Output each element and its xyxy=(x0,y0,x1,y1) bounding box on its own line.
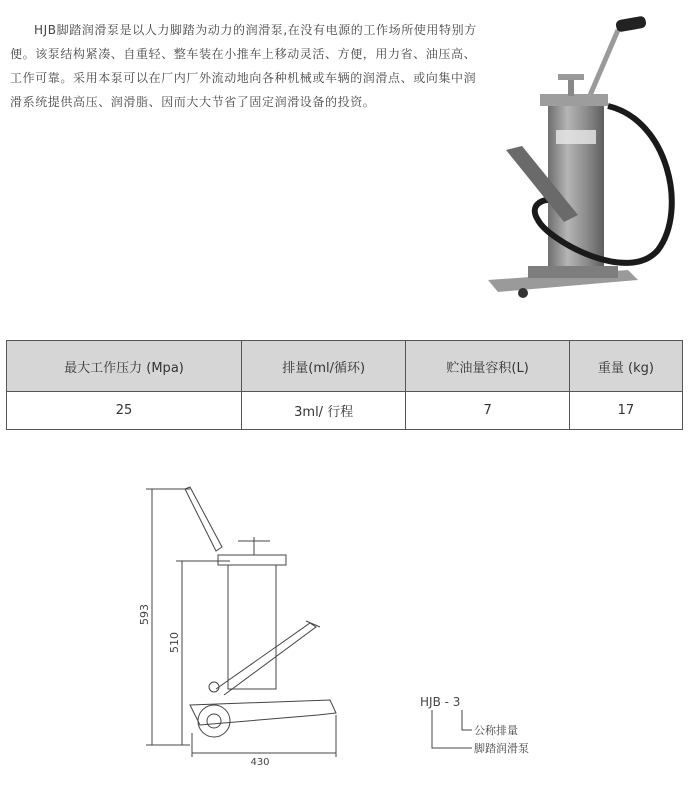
spec-header-row xyxy=(7,341,683,392)
drawing-cylinder xyxy=(228,565,276,689)
drawing-pedal xyxy=(216,623,316,695)
handle-grip xyxy=(615,15,647,32)
pump-photo xyxy=(468,10,690,310)
drawing-wheel xyxy=(198,705,230,737)
product-description xyxy=(10,18,480,114)
header-weight: 重量 (kg) xyxy=(569,341,682,392)
table-row xyxy=(7,392,683,430)
label-displacement: 公称排量 xyxy=(474,724,518,737)
lever-arm xyxy=(588,30,618,100)
dimension-drawing xyxy=(130,475,370,765)
description-text: HJB脚踏润滑泵是以人力脚踏为动力的润滑泵,在没有电源的工作场所使用特别方便。该泵结构紧凑、自重轻、整车装在小推车上移动灵活、方便，用力省、油压高、工作可靠。采用本泵可以在厂内厂外流动地向各种机械或车辆的润滑点、或向集中润滑系统提供高压、润滑脂、因而大大节省了固定润滑设备的投资。 xyxy=(10,23,477,109)
cell-capacity: 7 xyxy=(406,392,570,430)
dim-label-593: 593 xyxy=(138,604,151,625)
label-pump-name: 脚踏润滑泵 xyxy=(474,742,529,755)
spec-table xyxy=(6,340,683,430)
model-code: HJB - 3 xyxy=(420,695,461,709)
cell-displacement: 3ml/ 行程 xyxy=(242,392,406,430)
header-displacement: 排量(ml/循环) xyxy=(242,341,406,392)
model-code-diagram xyxy=(410,690,560,765)
cell-max-pressure: 25 xyxy=(7,392,242,430)
header-max-pressure: 最大工作压力 (Mpa) xyxy=(7,341,242,392)
dim-label-510: 510 xyxy=(168,632,181,653)
dim-label-430: 430 xyxy=(250,757,270,765)
drawing-lever xyxy=(185,487,222,551)
cell-weight: 17 xyxy=(569,392,682,430)
drawing-base xyxy=(190,700,336,725)
header-capacity: 贮油量容积(L) xyxy=(406,341,570,392)
